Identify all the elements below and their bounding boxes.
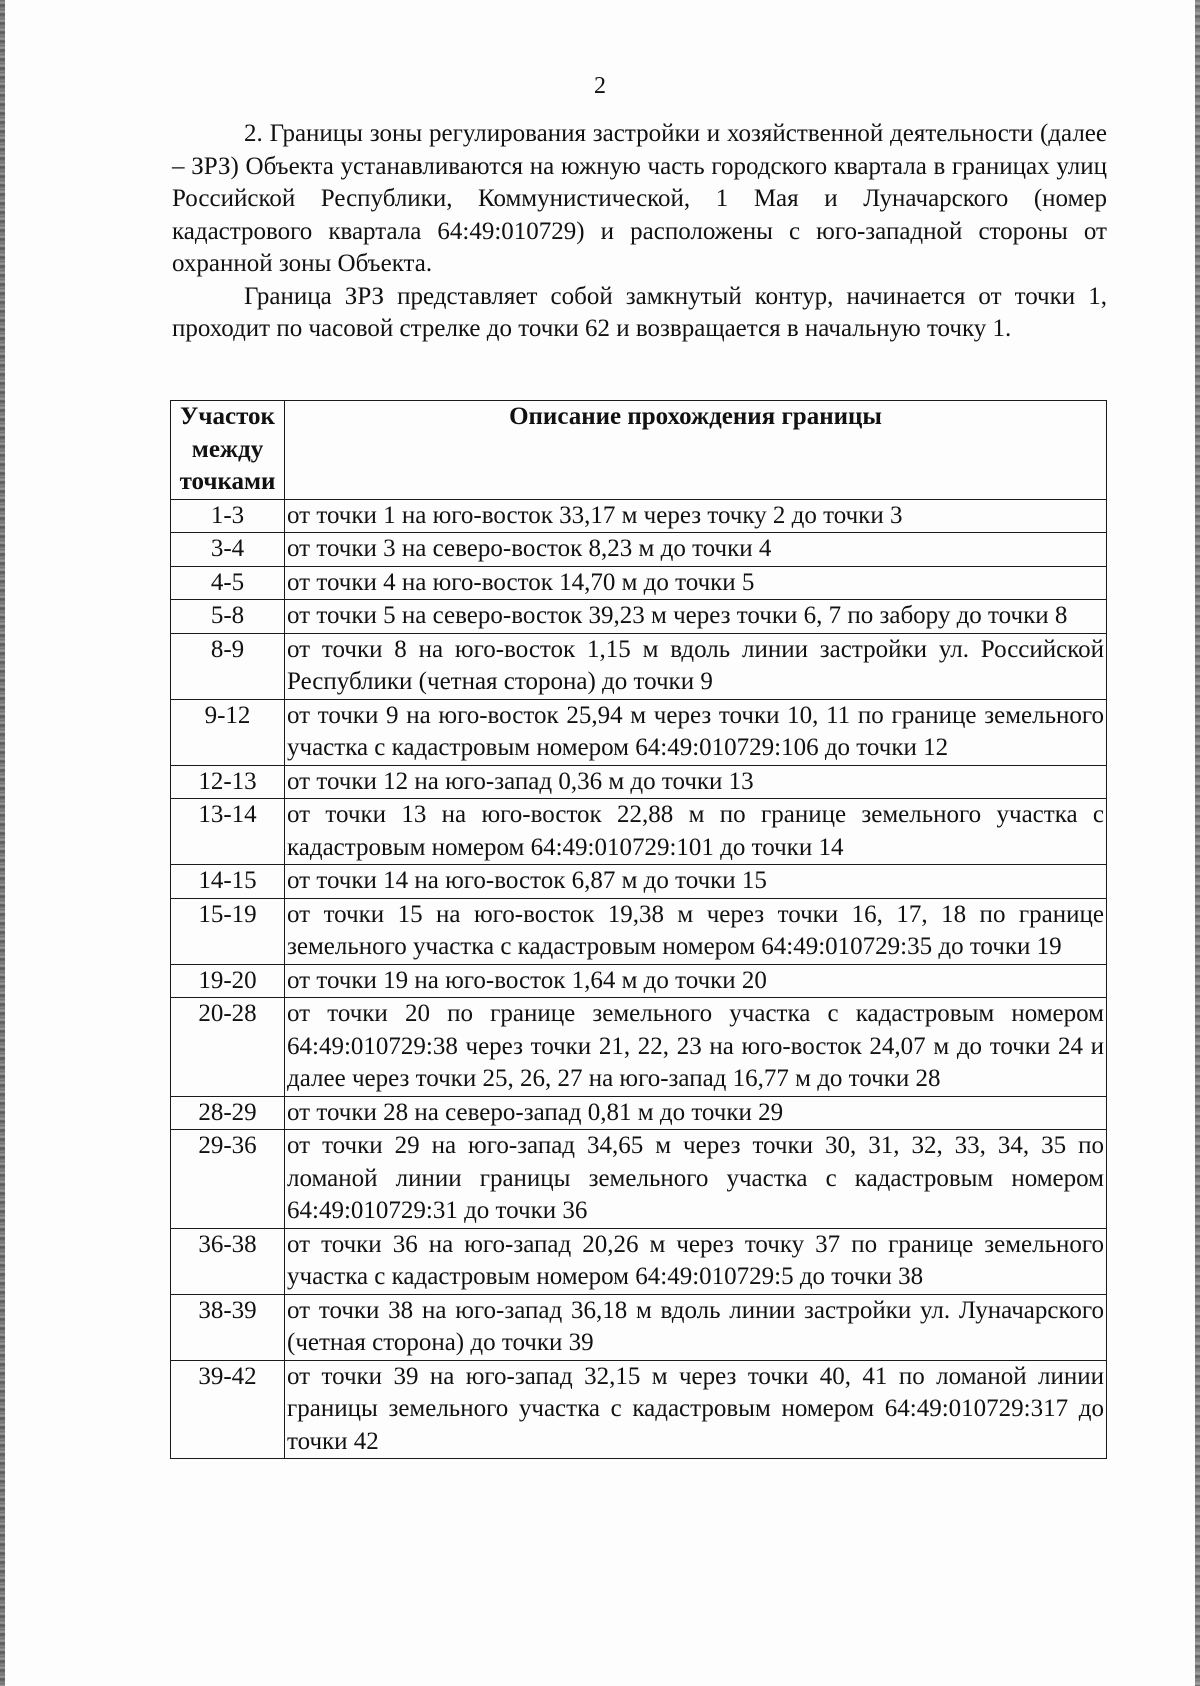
row-description: от точки 38 на юго-запад 36,18 м вдоль линии застройки ул. Луначарского (четная сторона) до точки 39 bbox=[285, 1294, 1107, 1360]
row-description: от точки 1 на юго-восток 33,17 м через точку 2 до точки 3 bbox=[285, 499, 1107, 533]
page-number: 2 bbox=[594, 73, 606, 99]
row-segment: 3-4 bbox=[171, 533, 285, 567]
table-row bbox=[171, 533, 1107, 567]
table-row bbox=[171, 765, 1107, 799]
row-description: от точки 5 на северо-восток 39,23 м через точки 6, 7 по забору до точки 8 bbox=[285, 600, 1107, 634]
row-segment: 4-5 bbox=[171, 566, 285, 600]
row-description: от точки 28 на северо-запад 0,81 м до точки 29 bbox=[285, 1096, 1107, 1130]
table-row bbox=[171, 865, 1107, 899]
row-segment: 8-9 bbox=[171, 633, 285, 699]
table-header-row bbox=[171, 401, 1107, 500]
table-row bbox=[171, 1360, 1107, 1459]
table-row bbox=[171, 898, 1107, 964]
row-description: от точки 29 на юго-запад 34,65 м через точки 30, 31, 32, 33, 34, 35 по ломаной линии границы земельного участка с кадастровым номером 64:49:010729:31 до точки 36 bbox=[285, 1130, 1107, 1229]
row-segment: 39-42 bbox=[171, 1360, 285, 1459]
table-row bbox=[171, 1130, 1107, 1229]
boundary-table bbox=[170, 400, 1107, 1459]
row-description: от точки 36 на юго-запад 20,26 м через точку 37 по границе земельного участка с кадастровым номером 64:49:010729:5 до точки 38 bbox=[285, 1228, 1107, 1294]
row-description: от точки 39 на юго-запад 32,15 м через точки 40, 41 по ломаной линии границы земельного участка с кадастровым номером 64:49:010729:317 до точки 42 bbox=[285, 1360, 1107, 1459]
row-segment: 36-38 bbox=[171, 1228, 285, 1294]
table-row bbox=[171, 1096, 1107, 1130]
row-description: от точки 8 на юго-восток 1,15 м вдоль линии застройки ул. Российской Республики (четная сторона) до точки 9 bbox=[285, 633, 1107, 699]
row-segment: 38-39 bbox=[171, 1294, 285, 1360]
row-segment: 1-3 bbox=[171, 499, 285, 533]
table-row bbox=[171, 998, 1107, 1097]
scan-edge-left bbox=[0, 0, 5, 1686]
table-row bbox=[171, 566, 1107, 600]
body-text bbox=[172, 118, 1107, 346]
row-segment: 9-12 bbox=[171, 699, 285, 765]
row-description: от точки 13 на юго-восток 22,88 м по границе земельного участка с кадастровым номером 64:49:010729:101 до точки 14 bbox=[285, 799, 1107, 865]
row-description: от точки 20 по границе земельного участка с кадастровым номером 64:49:010729:38 через точки 21, 22, 23 на юго-восток 24,07 м до точки 24 и далее через точки 25, 26, 27 на юго-запад 16,77 м до точки 28 bbox=[285, 998, 1107, 1097]
paragraph-contour-description: Граница ЗРЗ представляет собой замкнутый контур, начинается от точки 1, проходит по часовой стрелке до точки 62 и возвращается в начальную точку 1. bbox=[172, 282, 1107, 342]
table-row bbox=[171, 1294, 1107, 1360]
row-segment: 28-29 bbox=[171, 1096, 285, 1130]
table-row bbox=[171, 964, 1107, 998]
header-segment: Участок между точками bbox=[171, 401, 285, 500]
row-description: от точки 15 на юго-восток 19,38 м через точки 16, 17, 18 по границе земельного участка с кадастровым номером 64:49:010729:35 до точки 19 bbox=[285, 898, 1107, 964]
table-row bbox=[171, 1228, 1107, 1294]
table-row bbox=[171, 699, 1107, 765]
paragraph-zone-boundaries: 2. Границы зоны регулирования застройки и хозяйственной деятельности (далее – ЗРЗ) Объекта устанавливаются на южную часть городского квартала в границах улиц Российской Республики, Коммунистической, 1 Мая и Луначарского (номер кадастрового квартала 64:49:010729) и расположены с юго-западной стороны от охранной зоны Объекта. bbox=[172, 120, 1107, 277]
row-description: от точки 4 на юго-восток 14,70 м до точки 5 bbox=[285, 566, 1107, 600]
row-segment: 19-20 bbox=[171, 964, 285, 998]
row-segment: 12-13 bbox=[171, 765, 285, 799]
row-segment: 14-15 bbox=[171, 865, 285, 899]
table-row bbox=[171, 499, 1107, 533]
row-segment: 13-14 bbox=[171, 799, 285, 865]
row-description: от точки 14 на юго-восток 6,87 м до точки 15 bbox=[285, 865, 1107, 899]
scan-edge-right bbox=[1195, 0, 1200, 1686]
row-segment: 29-36 bbox=[171, 1130, 285, 1229]
row-segment: 5-8 bbox=[171, 600, 285, 634]
table-row bbox=[171, 799, 1107, 865]
row-segment: 20-28 bbox=[171, 998, 285, 1097]
header-description: Описание прохождения границы bbox=[285, 401, 1107, 500]
row-description: от точки 9 на юго-восток 25,94 м через точки 10, 11 по границе земельного участка с кадастровым номером 64:49:010729:106 до точки 12 bbox=[285, 699, 1107, 765]
table-row bbox=[171, 633, 1107, 699]
row-description: от точки 3 на северо-восток 8,23 м до точки 4 bbox=[285, 533, 1107, 567]
row-description: от точки 12 на юго-запад 0,36 м до точки 13 bbox=[285, 765, 1107, 799]
table-body bbox=[171, 499, 1107, 1459]
row-segment: 15-19 bbox=[171, 898, 285, 964]
row-description: от точки 19 на юго-восток 1,64 м до точки 20 bbox=[285, 964, 1107, 998]
table-row bbox=[171, 600, 1107, 634]
